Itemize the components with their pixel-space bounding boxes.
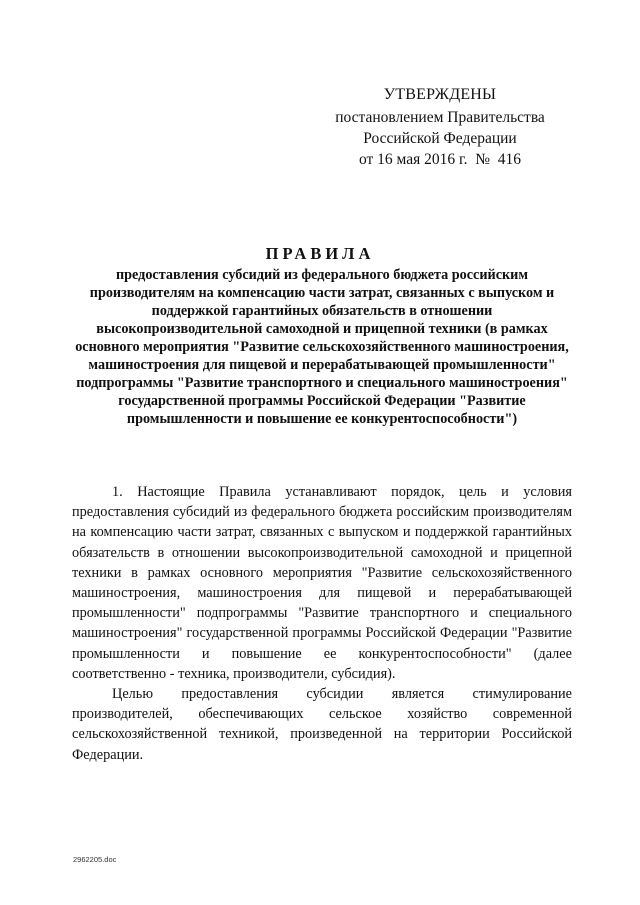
approval-heading: УТВЕРЖДЕНЫ [383,86,497,103]
document-subtitle: предоставления субсидий из федерального бюджета российским производителям на компенсацию части затрат, связанных с выпуском и поддержкой гарантийных обязательств в отношении высокопроизводительной самоходной и прицепной техники (в рамках основного мероприятия "Развитие сельскохозяйственного машиностроения, машиностроения для пищевой и перерабатывающей промышленности" подпрограммы "Развитие транспортного и специального машиностроения" государственной программы Российской Федерации "Развитие промышленности и повышение ее конкурентоспособности") [75,267,569,427]
approval-line-3: от 16 мая 2016 г. № 416 [358,151,522,168]
file-name-footer: 2962205.doc [73,855,117,864]
paragraph-2: Целью предоставления субсидии является стимулирование производителей, обеспечивающих сельское хозяйство современной сельскохозяйственной техникой, произведенной на территории Российской Федерации. [72,686,572,763]
paragraph-1: 1. Настоящие Правила устанавливают порядок, цель и условия предоставления субсидий из федерального бюджета российским производителям на компенсацию части затрат, связанных с выпуском и поддержкой гарантийных обязательств в отношении высокопроизводительной самоходной и прицепной техники в рамках основного мероприятия "Развитие сельскохозяйственного машиностроения, машиностроения для пищевой и перерабатывающей промышленности" подпрограммы "Развитие транспортного и специального машиностроения" государственной программы Российской Федерации "Развитие промышленности и повышение ее конкурентоспособности" (далее соответственно - техника, производители, субсидия). [72,484,572,682]
document-body [72,482,572,765]
approval-line-1: постановлением Правительства [335,109,545,126]
document-title: ПРАВИЛА [265,244,375,263]
approval-block [330,84,550,170]
approval-line-2: Российской Федерации [363,130,517,147]
